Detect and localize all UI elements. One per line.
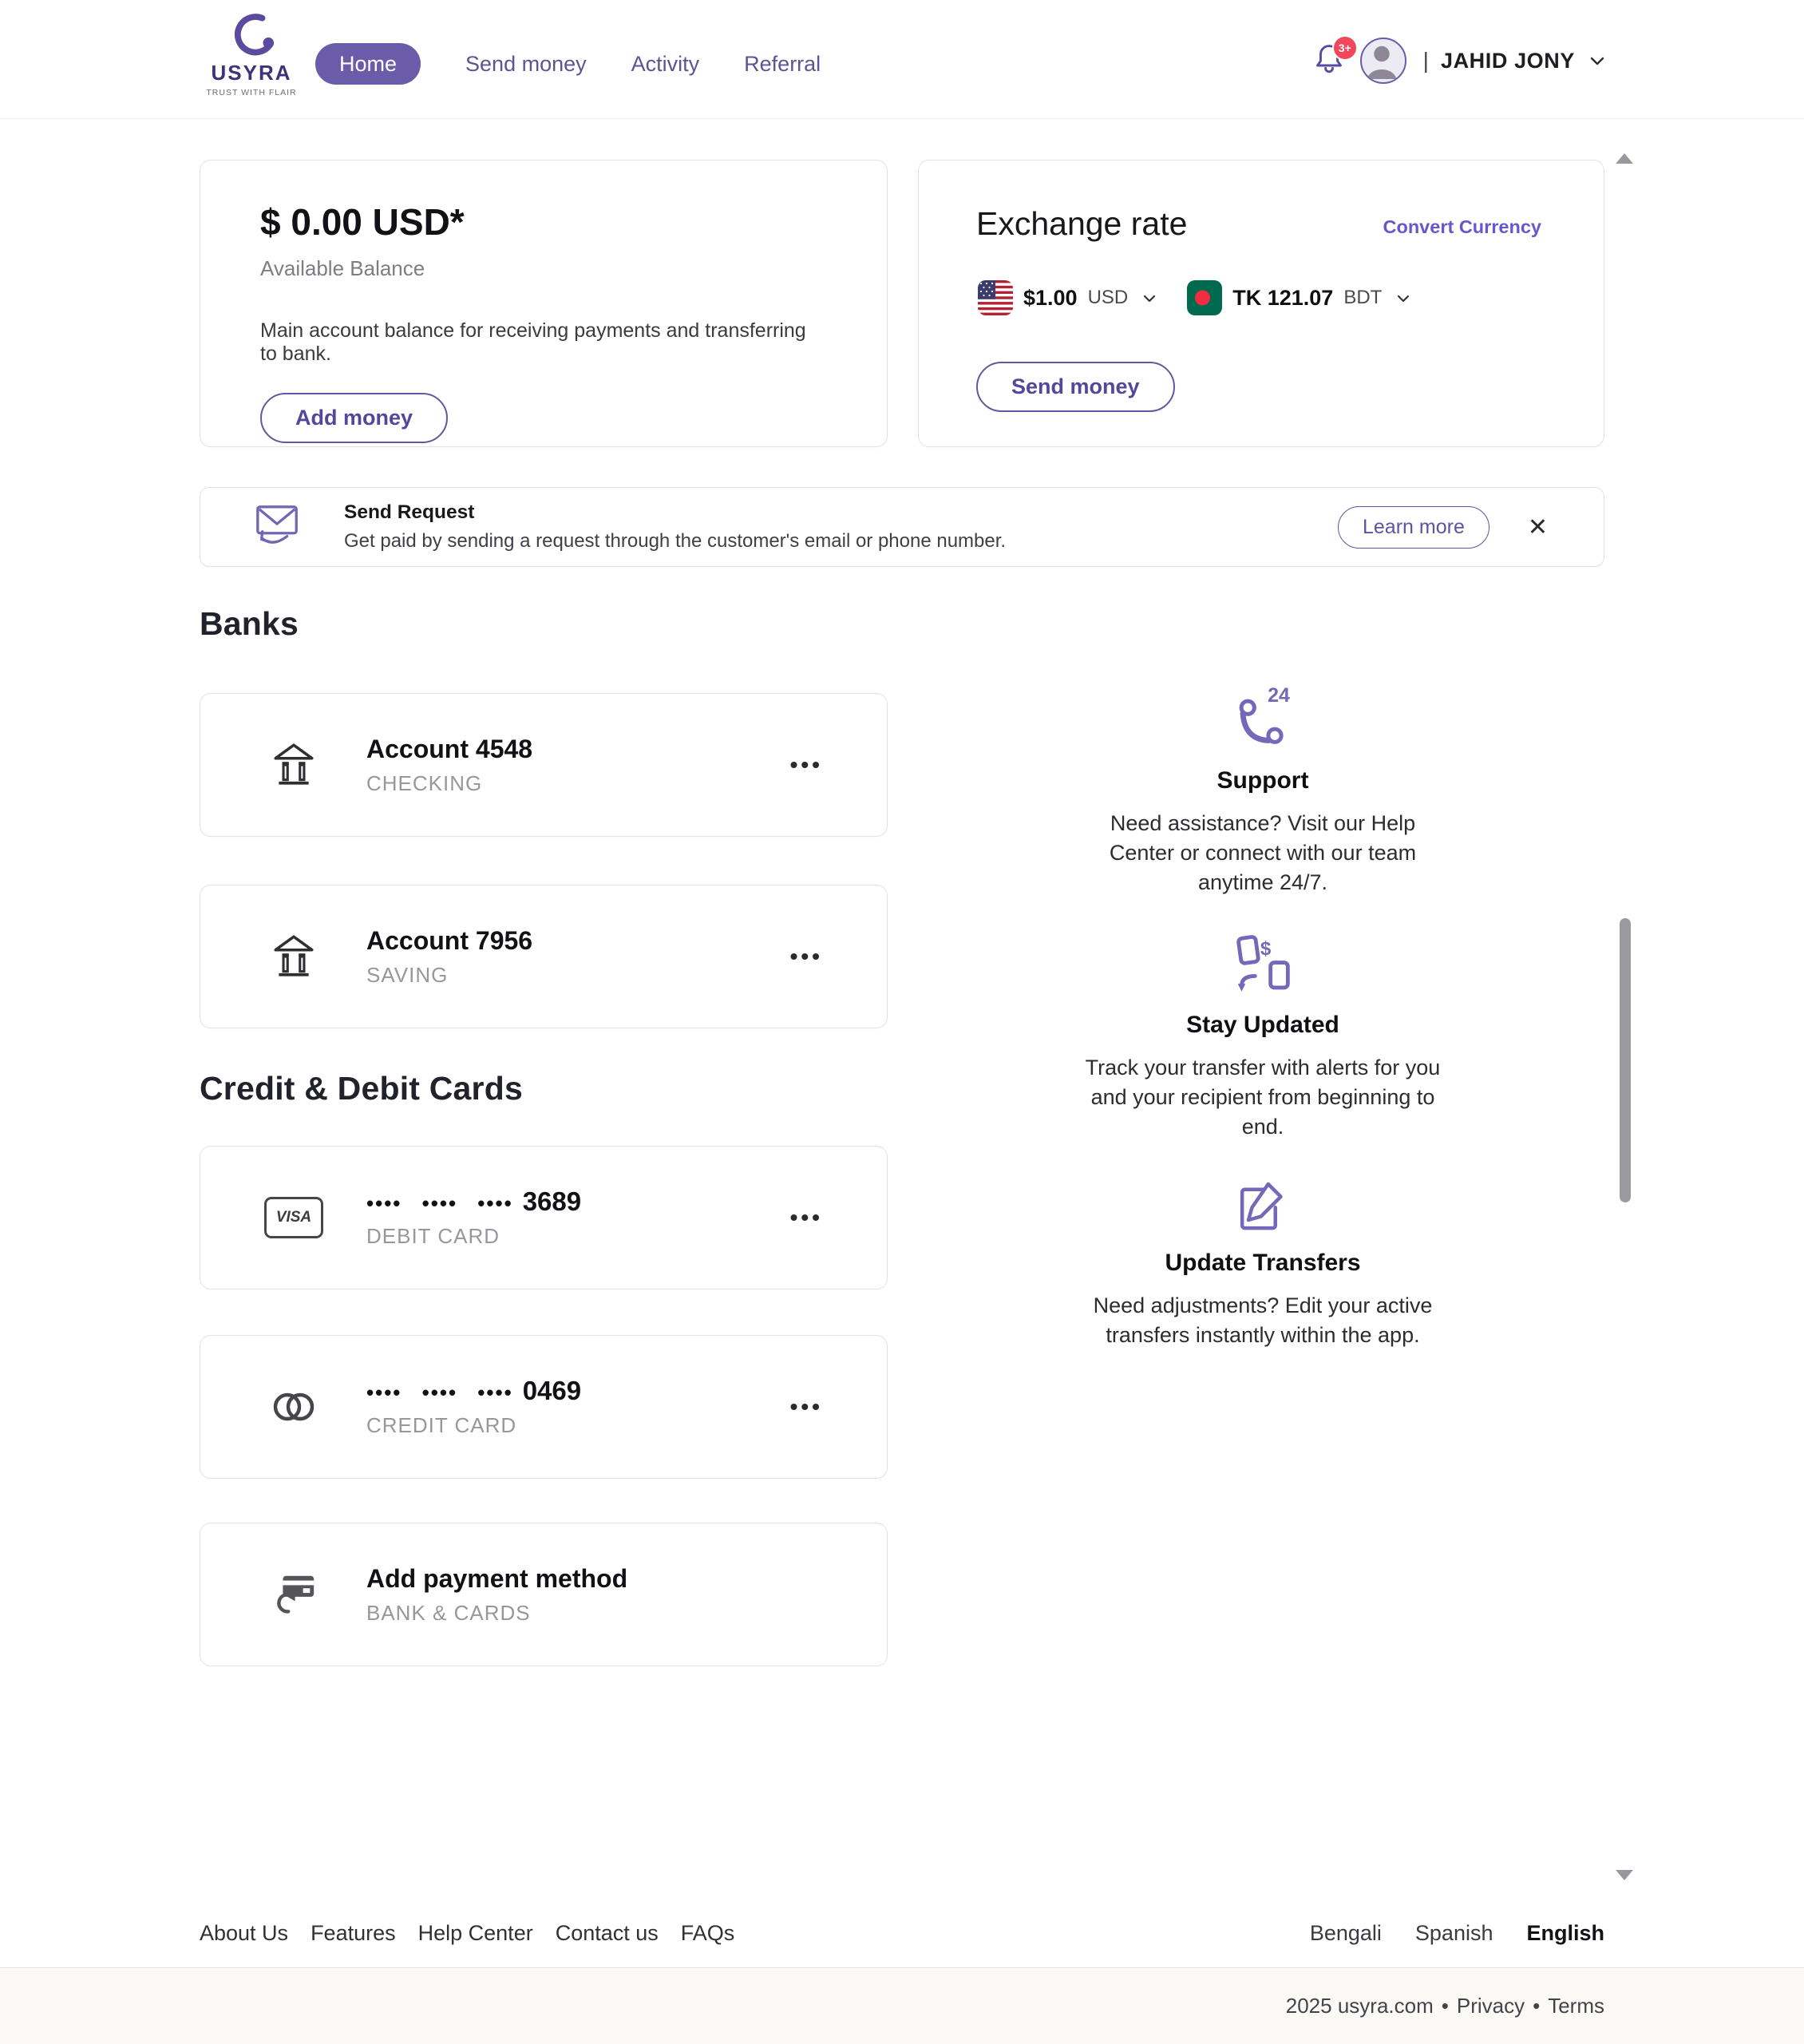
bank-account-row	[200, 885, 888, 1028]
footer-link-help-center[interactable]: Help Center	[417, 1921, 533, 1945]
edit-document-icon	[1234, 1177, 1292, 1234]
lang-spanish[interactable]: Spanish	[1414, 1921, 1493, 1945]
terms-link[interactable]: Terms	[1548, 1994, 1604, 2018]
available-balance-label: Available Balance	[260, 256, 425, 280]
card-number-mask: •••• •••• ••••	[366, 1191, 513, 1215]
banner-description: Get paid by sending a request through the customer's email or phone number.	[344, 530, 1007, 552]
balance-description: Main account balance for receiving payments and transferring to bank.	[260, 319, 806, 365]
to-currency-selector[interactable]	[1397, 295, 1410, 303]
crescent-logo-icon	[228, 11, 275, 59]
send-money-button[interactable]: Send money	[976, 362, 1175, 412]
more-options-icon[interactable]: •••	[789, 944, 823, 969]
footer-link-contact[interactable]: Contact us	[555, 1921, 659, 1945]
balance-card	[200, 160, 888, 447]
add-money-button[interactable]: Add money	[260, 393, 448, 443]
bank-account-name: Account 4548	[366, 734, 533, 763]
brand-name: USYRA	[211, 61, 292, 85]
bottom-bar	[0, 1968, 1804, 2044]
language-switcher	[1310, 1921, 1604, 1946]
payment-card-row	[200, 1146, 888, 1289]
scroll-up-arrow[interactable]	[1616, 153, 1633, 164]
bank-account-type: SAVING	[366, 962, 449, 987]
nav-send-money[interactable]: Send money	[465, 51, 587, 76]
footer-link-about[interactable]: About Us	[200, 1921, 289, 1945]
visa-icon: VISA	[264, 1197, 323, 1238]
transfer-alert-icon	[1230, 933, 1296, 996]
user-menu[interactable]: JAHID JONY	[1440, 48, 1575, 73]
to-currency: BDT	[1343, 287, 1383, 308]
bank-icon	[271, 933, 317, 980]
chevron-down-icon	[1397, 295, 1410, 303]
feature-description: Need adjustments? Edit your active transfers instantly within the app.	[1093, 1293, 1433, 1347]
notification-count-badge: 3+	[1332, 35, 1358, 61]
exchange-rate-title: Exchange rate	[976, 205, 1188, 242]
from-amount: $1.00	[1023, 285, 1078, 310]
feature-title: Support	[1217, 767, 1309, 794]
feature-description: Track your transfer with alerts for you and your recipient from beginning to end.	[1085, 1056, 1441, 1139]
card-type: DEBIT CARD	[366, 1224, 500, 1248]
nav-referral[interactable]: Referral	[744, 51, 821, 76]
footer-links	[200, 1921, 734, 1946]
more-options-icon[interactable]: •••	[789, 1205, 823, 1230]
header	[0, 0, 1804, 119]
footer-link-faqs[interactable]: FAQs	[680, 1921, 735, 1945]
lang-english[interactable]: English	[1526, 1921, 1604, 1945]
scrollbar-thumb[interactable]	[1620, 918, 1631, 1202]
to-amount: TK 121.07	[1232, 285, 1334, 310]
card-last4: 3689	[522, 1186, 582, 1216]
chevron-down-icon	[1590, 57, 1604, 65]
add-payment-icon	[269, 1570, 318, 1619]
svg-text:24: 24	[1268, 685, 1290, 707]
avatar[interactable]	[1360, 38, 1406, 84]
banner-title: Send Request	[344, 501, 475, 523]
dot-separator: •	[1441, 1994, 1449, 2018]
nav-activity[interactable]: Activity	[631, 51, 700, 76]
exchange-rate-card	[918, 160, 1604, 447]
mail-request-icon	[253, 502, 303, 552]
us-flag-icon	[978, 280, 1013, 315]
exchange-rate-row	[978, 280, 1430, 315]
main-nav	[315, 43, 821, 85]
banner-text	[344, 501, 1006, 553]
header-right	[1315, 37, 1604, 85]
feature-title: Update Transfers	[1165, 1250, 1361, 1276]
feature-description: Need assistance? Visit our Help Center or connect with our team anytime 24/7.	[1109, 811, 1417, 894]
close-icon[interactable]: ✕	[1527, 513, 1548, 541]
feature-title: Stay Updated	[1186, 1012, 1339, 1038]
nav-home[interactable]: Home	[315, 43, 421, 85]
copyright-text: 2025 usyra.com	[1285, 1994, 1434, 2018]
card-number-mask: •••• •••• ••••	[366, 1380, 513, 1404]
phone-24-icon	[1231, 685, 1295, 752]
feature-support	[1079, 685, 1446, 897]
banner-actions	[1338, 506, 1548, 549]
chevron-down-icon	[1143, 295, 1156, 303]
mastercard-icon	[268, 1388, 319, 1425]
more-options-icon[interactable]: •••	[789, 1394, 823, 1419]
user-menu-chevron[interactable]	[1590, 57, 1604, 65]
brand-tagline: TRUST WITH FLAIR	[206, 88, 297, 97]
user-separator: |	[1422, 48, 1429, 73]
from-currency: USD	[1087, 287, 1129, 308]
privacy-link[interactable]: Privacy	[1456, 1994, 1525, 2018]
add-payment-title: Add payment method	[366, 1563, 628, 1593]
send-request-banner	[200, 487, 1604, 567]
from-currency-selector[interactable]	[1143, 295, 1156, 303]
more-options-icon[interactable]: •••	[789, 752, 823, 777]
convert-currency-link[interactable]: Convert Currency	[1383, 216, 1541, 237]
lang-bengali[interactable]: Bengali	[1309, 1921, 1382, 1945]
person-silhouette-icon	[1362, 39, 1402, 79]
payment-card-row	[200, 1335, 888, 1479]
add-payment-subtitle: BANK & CARDS	[366, 1600, 531, 1625]
bank-account-row	[200, 693, 888, 837]
scroll-down-arrow[interactable]	[1616, 1870, 1633, 1880]
bank-account-type: CHECKING	[366, 770, 483, 795]
learn-more-button[interactable]: Learn more	[1338, 506, 1489, 549]
usyra-logo[interactable]	[200, 11, 303, 97]
bank-account-name: Account 7956	[366, 925, 533, 955]
banks-heading: Banks	[200, 605, 299, 642]
dot-separator: •	[1533, 1994, 1541, 2018]
bd-flag-icon	[1187, 280, 1222, 315]
bank-icon	[271, 742, 317, 788]
svg-text:$: $	[1260, 937, 1272, 960]
footer-link-features[interactable]: Features	[311, 1921, 396, 1945]
notifications-button[interactable]	[1315, 42, 1351, 80]
card-type: CREDIT CARD	[366, 1413, 517, 1437]
feature-stay-updated	[1079, 933, 1446, 1142]
feature-update-transfers	[1079, 1177, 1446, 1350]
add-payment-method-row[interactable]	[200, 1523, 888, 1666]
cards-heading: Credit & Debit Cards	[200, 1070, 523, 1107]
available-balance-amount: $ 0.00 USD*	[260, 201, 465, 243]
card-last4: 0469	[522, 1376, 582, 1405]
